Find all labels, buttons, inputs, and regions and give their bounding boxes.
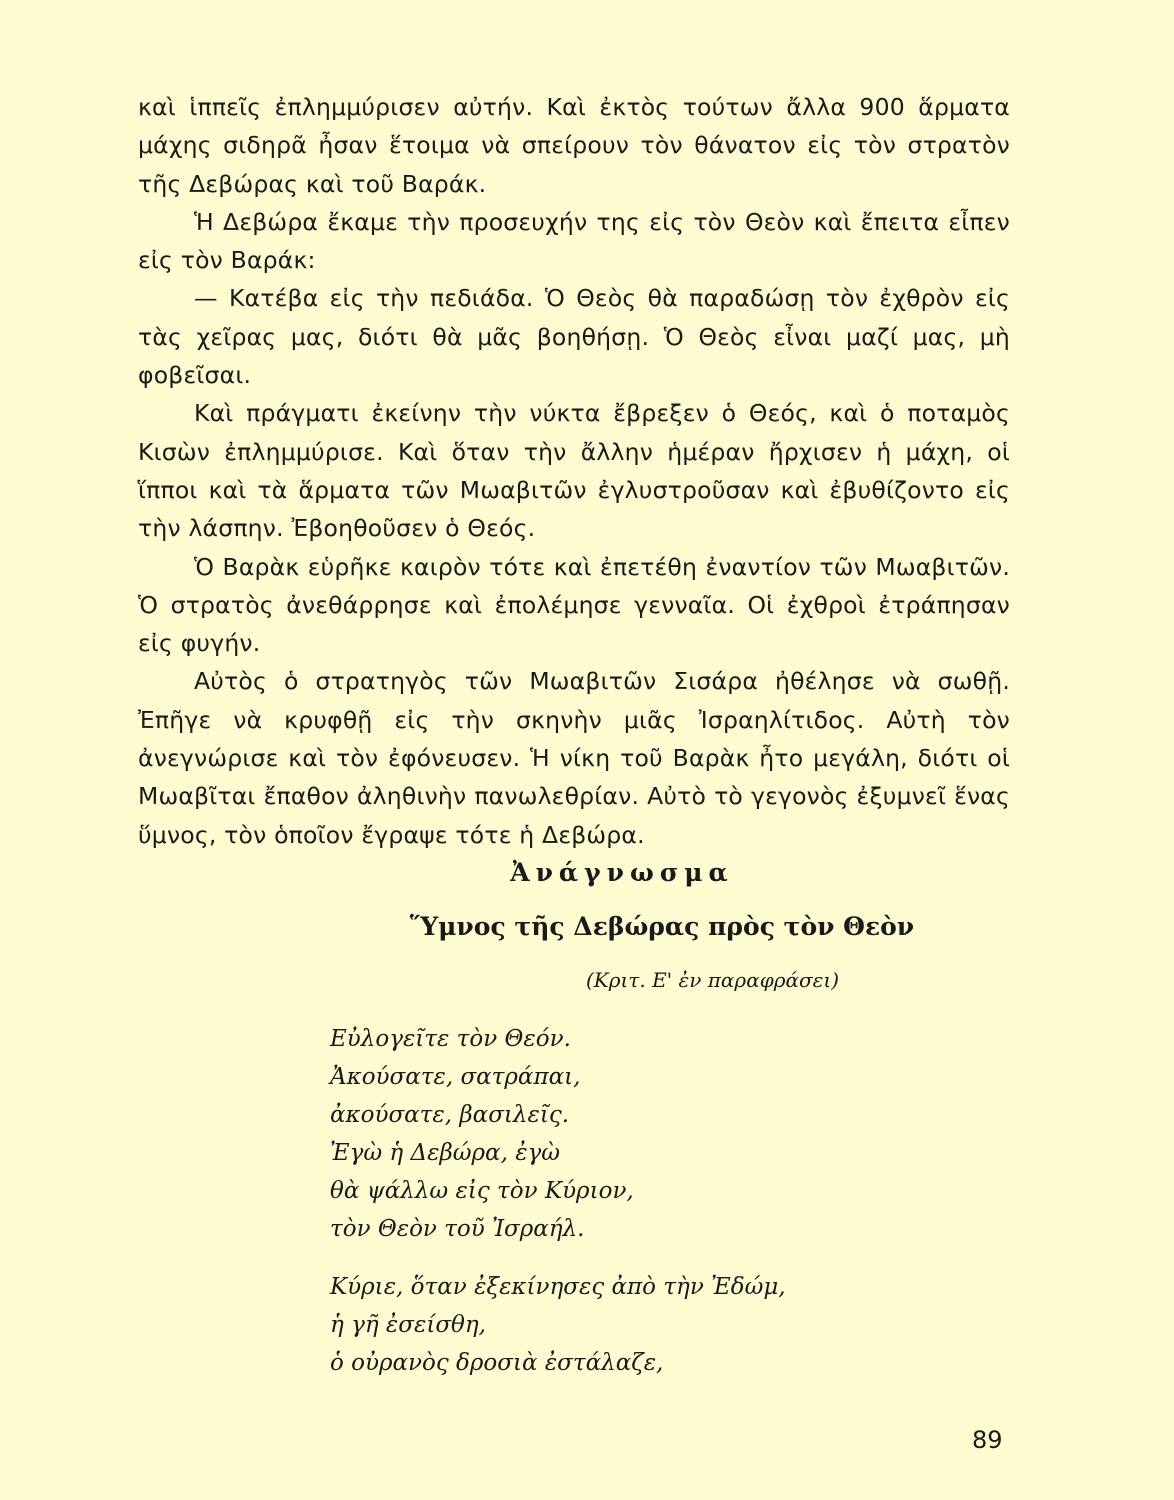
poem-line: Ἀκούσατε, σατράπαι, xyxy=(330,1064,581,1090)
poem xyxy=(330,1020,786,1402)
poem-stanza xyxy=(330,1268,786,1382)
poem-line: ἀκούσατε, βασιλεῖς. xyxy=(330,1102,570,1128)
section-label: Ἀνάγνωσμα xyxy=(510,858,734,887)
poem-line: θὰ ψάλλω εἰς τὸν Κύριον, xyxy=(330,1178,634,1204)
paragraph: Ἡ Δεβώρα ἔκαμε τὴν προσευχήν της εἰς τὸν Θεὸν καὶ ἔπειτα εἶπεν εἰς τὸν Βαράκ: xyxy=(138,207,1010,275)
poem-line: Ἐγὼ ἡ Δεβώρα, ἐγὼ xyxy=(330,1140,561,1166)
poem-line: τὸν Θεὸν τοῦ Ἰσραήλ. xyxy=(330,1216,585,1242)
poem-line: Εὐλογεῖτε τὸν Θεόν. xyxy=(330,1026,571,1052)
paragraph: Ὁ Βαρὰκ εὑρῆκε καιρὸν τότε καὶ ἐπετέθη ἐναντίον τῶν Μωαβιτῶν. Ὁ στρατὸς ἀνεθάρρησε καὶ ἐπολέμησε γενναῖα. Οἱ ἐχθροὶ ἐτράπησαν εἰς φυγήν. xyxy=(138,552,1010,658)
hymn-title: Ὕμνος τῆς Δεβώρας πρὸς τὸν Θεὸν xyxy=(409,912,915,941)
poem-line: Κύριε, ὅταν ἐξεκίνησες ἀπὸ τὴν Ἐδώμ, xyxy=(330,1274,786,1300)
paragraph: Αὐτὸς ὁ στρατηγὸς τῶν Μωαβιτῶν Σισάρα ἠθέλησε νὰ σωθῇ. Ἐπῆγε νὰ κρυφθῇ εἰς τὴν σκηνὴν μιᾶς Ἰσραηλίτιδος. Αὐτὴ τὸν ἀνεγνώρισε καὶ τὸν ἐφόνευσεν. Ἡ νίκη τοῦ Βαρὰκ ἦτο μεγάλη, διότι οἱ Μωαβῖται ἔπαθον ἀληθινὴν πανωλεθρίαν. Αὐτὸ τὸ γεγονὸς ἐξυμνεῖ ἕνας ὕμνος, τὸν ὁποῖον ἔγραψε τότε ἡ Δεβώρα. xyxy=(138,667,1010,849)
page-number: 89 xyxy=(972,1426,1003,1454)
paragraph: Καὶ πράγματι ἐκείνην τὴν νύκτα ἔβρεξεν ὁ Θεός, καὶ ὁ ποταμὸς Κισὼν ἐπλημμύρισε. Καὶ ὅταν τὴν ἄλλην ἡμέραν ἤρχισεν ἡ μάχη, οἱ ἵπποι καὶ τὰ ἅρματα τῶν Μωαβιτῶν ἐγλυστροῦσαν καὶ ἐβυθίζοντο εἰς τὴν λάσπην. Ἐβοηθοῦσεν ὁ Θεός. xyxy=(138,399,1010,543)
source-note: (Κριτ. Ε' ἐν παραφράσει) xyxy=(585,968,839,992)
paragraph: — Κατέβα εἰς τὴν πεδιάδα. Ὁ Θεὸς θὰ παραδώσῃ τὸν ἐχθρὸν εἰς τὰς χεῖρας μας, διότι θὰ μᾶς βοηθήσῃ. Ὁ Θεὸς εἶναι μαζί μας, μὴ φοβεῖσαι. xyxy=(138,284,1010,390)
paragraph: καὶ ἱππεῖς ἐπλημμύρισεν αὐτήν. Καὶ ἐκτὸς τούτων ἄλλα 900 ἅρματα μάχης σιδηρᾶ ἦσαν ἕτοιμα νὰ σπείρουν τὸν θάνατον εἰς τὸν στρατὸν τῆς Δεβώρας καὶ τοῦ Βαράκ. xyxy=(138,93,1010,198)
poem-line: ὁ οὐρανὸς δροσιὰ ἐστάλαζε, xyxy=(330,1350,664,1376)
poem-stanza xyxy=(330,1020,786,1248)
poem-line: ἡ γῆ ἐσείσθη, xyxy=(330,1312,486,1338)
prose-text xyxy=(138,88,1010,854)
